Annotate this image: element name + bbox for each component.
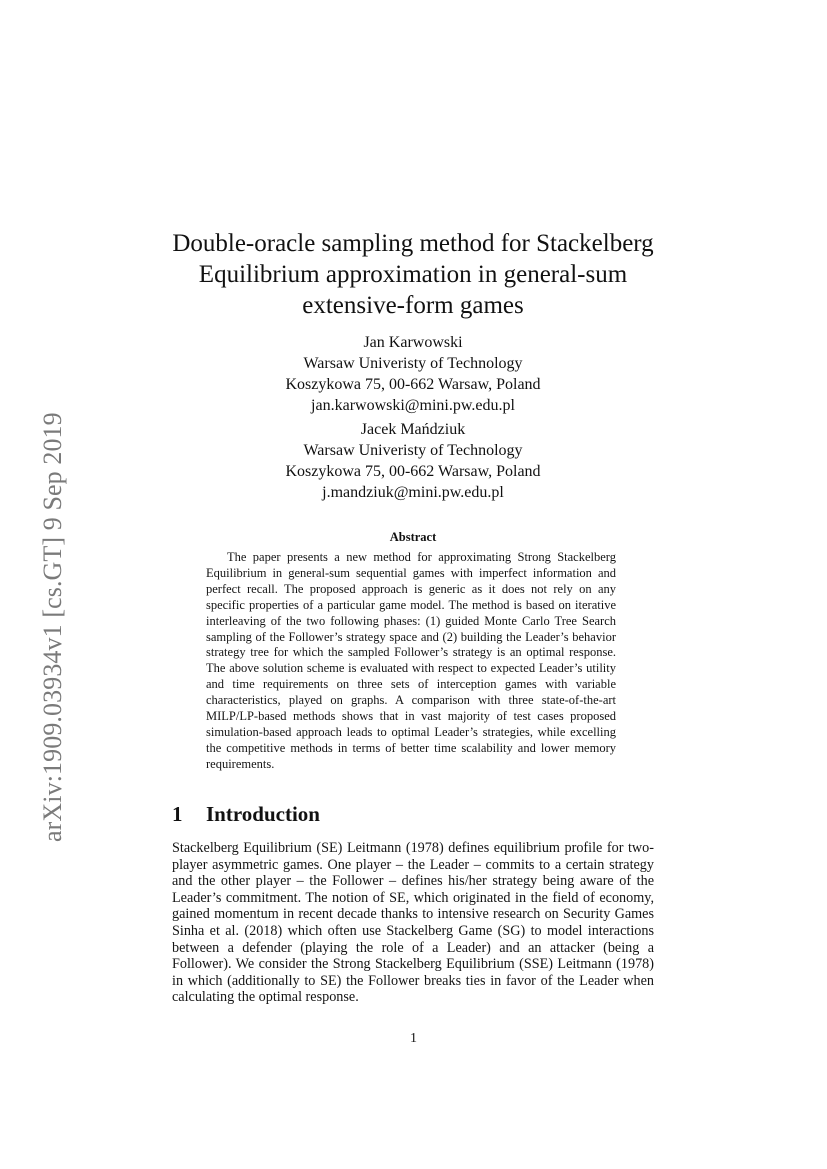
- abstract-heading: Abstract: [389, 530, 437, 544]
- abstract-body: The paper presents a new method for approximating Strong Stackelberg Equilibrium in general-sum sequential games with imperfect information and perfect recall. The proposed approach is generic as it does not rely on any specific properties of a particular game model. The method is based on iterative interleaving of the two following phases: (1) guided Monte Carlo Tree Search sampling of the Follower’s strategy space and (2) building the Leader’s behavior strategy tree for which the sampled Follower’s strategy is an optimal response. The above solution scheme is evaluated with respect to expected Leader’s utility and time requirements on three sets of interception games with variable characteristics, played on graphs. A comparison with three state-of-the-art MILP/LP-based methods shows that in vast majority of test cases proposed simulation-based approach leads to optimal Leader’s strategies, while excelling the competitive methods in terms of better time scalability and lower memory requirements.: [206, 550, 616, 771]
- section-number: 1: [172, 802, 183, 826]
- author-name: Jan Karwowski: [363, 334, 463, 351]
- author-email: jan.karwowski@mini.pw.edu.pl: [311, 397, 515, 414]
- author-email: j.mandziuk@mini.pw.edu.pl: [322, 484, 504, 501]
- arxiv-identifier-stamp: arXiv:1909.03934v1 [cs.GT] 9 Sep 2019: [38, 412, 67, 842]
- section-title: Introduction: [206, 802, 320, 826]
- author-affiliation: Warsaw Univeristy of Technology: [303, 355, 523, 372]
- page-number: 1: [410, 1031, 417, 1046]
- paper-title: Double-oracle sampling method for Stackelberg Equilibrium approximation in general-sum extensive-form games: [172, 230, 654, 319]
- introduction-paragraph: Stackelberg Equilibrium (SE) Leitmann (1978) defines equilibrium profile for two-player asymmetric games. One player – the Leader – commits to a certain strategy and the other player – the Follower – defines his/her strategy being aware of the Leader’s commitment. The notion of SE, which originated in the field of economy, gained momentum in recent decade thanks to intensive research on Security Games Sinha et al. (2018) which often use Stackelberg Game (SG) to model interactions between a defender (playing the role of a Leader) and an attacker (being a Follower). We consider the Strong Stackelberg Equilibrium (SSE) Leitmann (1978) in which (additionally to SE) the Follower breaks ties in favor of the Leader when calculating the optimal response.: [172, 840, 654, 1006]
- author-block-2: [213, 419, 613, 503]
- author-affiliation: Warsaw Univeristy of Technology: [303, 442, 523, 459]
- author-block-1: [213, 332, 613, 416]
- author-address: Koszykowa 75, 00-662 Warsaw, Poland: [285, 463, 541, 480]
- section-heading: [172, 802, 652, 827]
- author-list: [213, 332, 613, 506]
- author-name: Jacek Mańdziuk: [360, 421, 466, 438]
- author-address: Koszykowa 75, 00-662 Warsaw, Poland: [285, 376, 541, 393]
